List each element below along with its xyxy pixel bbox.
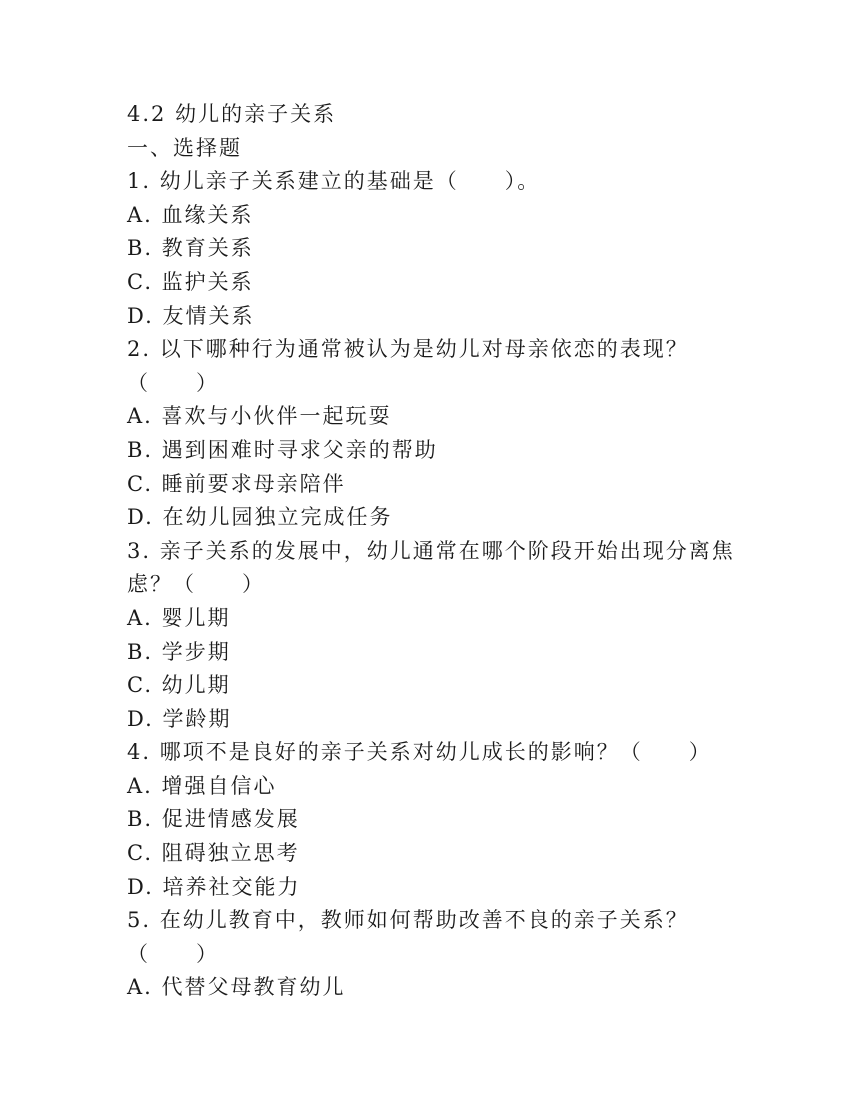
question-3-option-b: B. 学步期 — [127, 639, 231, 664]
question-1-option-a: A. 血缘关系 — [127, 202, 254, 227]
section-heading: 一、选择题 — [127, 135, 242, 160]
question-1-option-d: D. 友情关系 — [127, 303, 255, 328]
question-3-option-d: D. 学龄期 — [127, 706, 232, 731]
question-5-stem-continued: （ ） — [127, 941, 219, 966]
question-2-option-c: C. 睡前要求母亲陪伴 — [127, 471, 346, 496]
question-4-option-b: B. 促进情感发展 — [127, 807, 300, 832]
question-4-option-c: C. 阻碍独立思考 — [127, 841, 300, 866]
question-3-option-c: C. 幼儿期 — [127, 673, 231, 698]
question-3-stem: 3. 亲子关系的发展中，幼儿通常在哪个阶段开始出现分离焦 — [127, 538, 735, 563]
question-3-option-a: A. 婴儿期 — [127, 605, 231, 630]
question-2-option-a: A. 喜欢与小伙伴一起玩耍 — [127, 404, 392, 429]
question-2-stem: 2. 以下哪种行为通常被认为是幼儿对母亲依恋的表现？ — [127, 337, 689, 362]
question-1-option-b: B. 教育关系 — [127, 236, 254, 261]
question-3-stem-continued: 虑？（ ） — [127, 572, 265, 597]
question-5-option-a: A. 代替父母教育幼儿 — [127, 975, 346, 1000]
question-4-option-a: A. 增强自信心 — [127, 773, 277, 798]
question-2-stem-continued: （ ） — [127, 370, 219, 395]
document-title: 4.2 幼儿的亲子关系 — [127, 102, 337, 126]
question-2-option-b: B. 遇到困难时寻求父亲的帮助 — [127, 437, 438, 462]
question-4-option-d: D. 培养社交能力 — [127, 874, 301, 899]
document-content — [127, 98, 737, 1005]
question-5-stem: 5. 在幼儿教育中，教师如何帮助改善不良的亲子关系？ — [127, 908, 689, 933]
question-4-stem: 4. 哪项不是良好的亲子关系对幼儿成长的影响？（ ） — [127, 740, 712, 765]
question-1-stem: 1. 幼儿亲子关系建立的基础是（ ）。 — [127, 169, 541, 194]
question-1-option-c: C. 监护关系 — [127, 269, 254, 294]
question-2-option-d: D. 在幼儿园独立完成任务 — [127, 505, 393, 530]
